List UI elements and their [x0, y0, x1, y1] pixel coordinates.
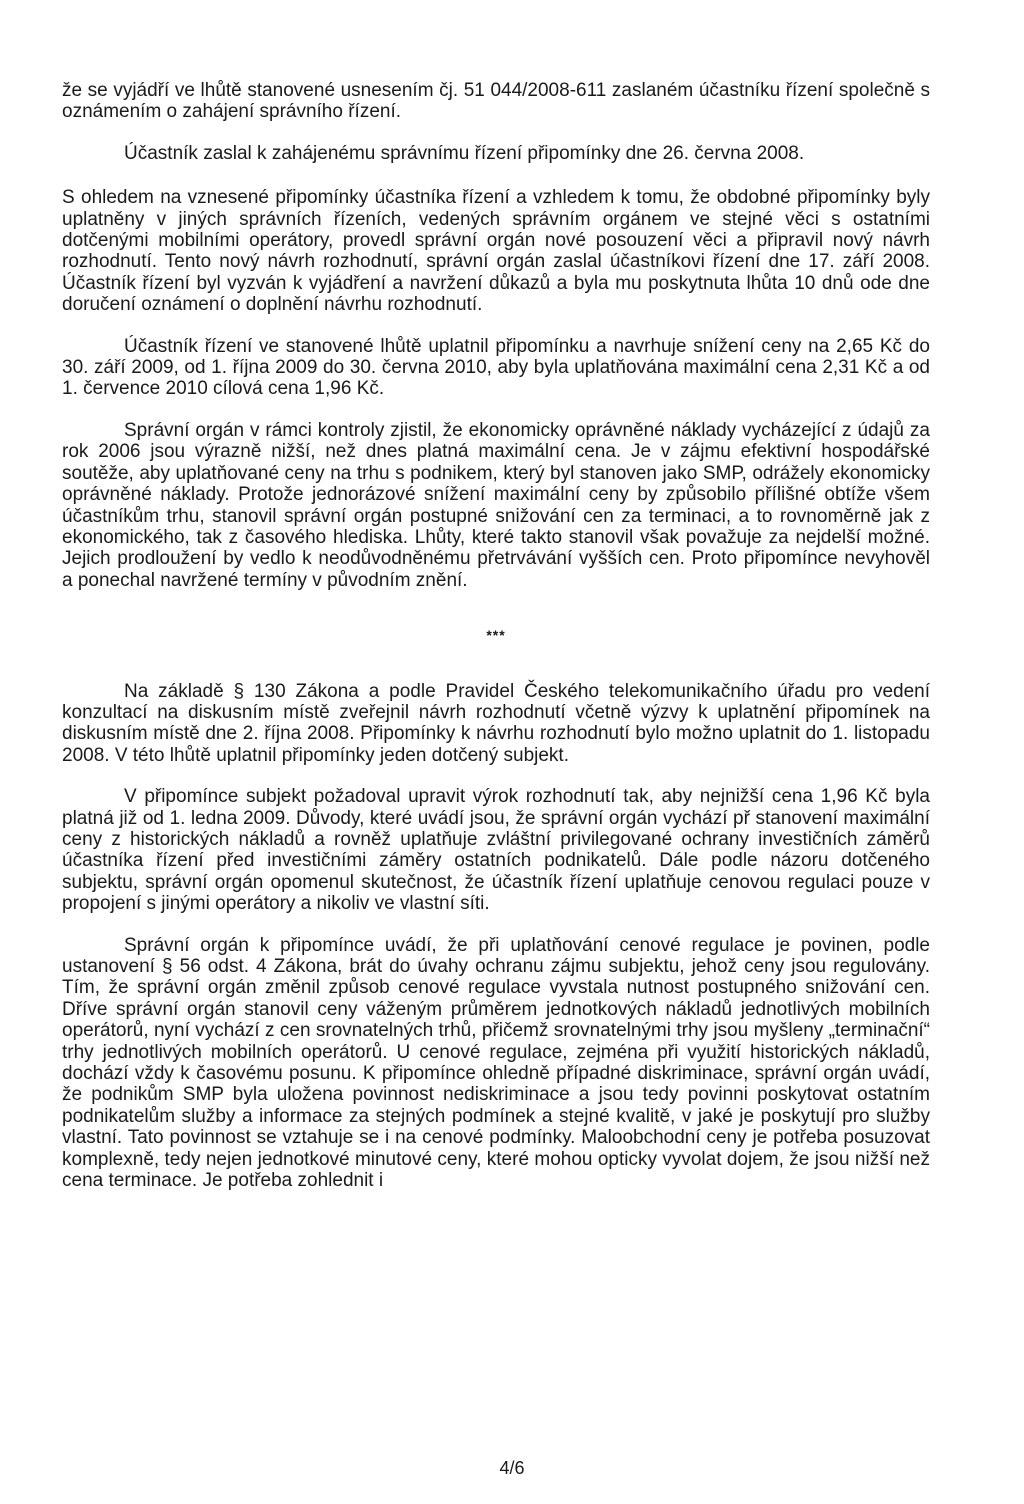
document-body [62, 80, 930, 1211]
paragraph-new-draft: S ohledem na vznesené připomínky účastníka řízení a vzhledem k tomu, že obdobné připomínky byly uplatněny v jiných správních řízeních, vedených správním orgánem ve stejné věci s ostatními dotčenými mobilními operátory, provedl správní orgán nové posouzení věci a připravil nový návrh rozhodnutí. Tento nový návrh rozhodnutí, správní orgán zaslal účastníkovi řízení dne 17. září 2008. Účastník řízení byl vyzván k vyjádření a navržení důkazů a byla mu poskytnuta lhůta 10 dnů ode dne doručení oznámení o doplnění návrhu rozhodnutí. [62, 187, 930, 316]
paragraph-authority-response: Správní orgán v rámci kontroly zjistil, že ekonomicky oprávněné náklady vycházející z údajů za rok 2006 jsou výrazně nižší, než dnes platná maximální cena. Je v zájmu efektivní hospodářské soutěže, aby uplatňované ceny na trhu s podnikem, který byl stanoven jako SMP, odrážely ekonomicky oprávněné náklady. Protože jednorázové snížení maximální ceny by způsobilo přílišné obtíže všem účastníkům trhu, stanovil správní orgán postupné snižování cen za terminaci, a to rovnoměrně jak z ekonomického, tak z časového hlediska. Lhůty, které takto stanovil však považuje za nejdelší možné. Jejich prodloužení by vedlo k neodůvodněnému přetrvávání vyšších cen. Proto připomínce nevyhověl a ponechal navržené termíny v původním znění. [62, 419, 930, 591]
page-number: 4/6 [499, 1458, 525, 1478]
paragraph-price-proposal: Účastník řízení ve stanovené lhůtě uplatnil připomínku a navrhuje snížení ceny na 2,65 Kč do 30. září 2009, od 1. října 2009 do 30. června 2010, aby byla uplatňována maximální cena 2,31 Kč a od 1. července 2010 cílová cena 1,96 Kč. [62, 335, 930, 400]
paragraph-subject-comment: V připomínce subjekt požadoval upravit výrok rozhodnutí tak, aby nejnižší cena 1,96 Kč byla platná již od 1. ledna 2009. Důvody, které uvádí jsou, že správní orgán vychází př stanovení maximální ceny z historických nákladů a rovněž uplatňuje zvláštní privilegované ochrany investičních záměrů účastníka řízení před investičními záměry ostatních podnikatelů. Dále podle názoru dotčeného subjektu, správní orgán opomenul skutečnost, že účastník řízení uplatňuje cenovou regulaci pouze v propojení s jinými operátory a nikoliv ve vlastní síti. [62, 786, 930, 915]
paragraph-consultation: Na základě § 130 Zákona a podle Pravidel Českého telekomunikačního úřadu pro vedení konzultací na diskusním místě zveřejnil návrh rozhodnutí včetně výzvy k uplatnění připomínek na diskusním místě dne 2. října 2008. Připomínky k návrhu rozhodnutí bylo možno uplatnit do 1. listopadu 2008. V této lhůtě uplatnil připomínky jeden dotčený subjekt. [62, 680, 930, 766]
paragraph-continuation: že se vyjádří ve lhůtě stanovené usnesením čj. 51 044/2008-611 zaslaném účastníku řízení společně s oznámením o zahájení správního řízení. [62, 80, 930, 123]
section-separator: *** [486, 627, 506, 644]
paragraph-participant-comments: Účastník zaslal k zahájenému správnímu řízení připomínky dne 26. června 2008. [124, 142, 805, 164]
paragraph-authority-reply: Správní orgán k připomínce uvádí, že při uplatňování cenové regulace je povinen, podle ustanovení § 56 odst. 4 Zákona, brát do úvahy ochranu zájmu subjektu, jehož ceny jsou regulovány. Tím, že správní orgán změnil způsob cenové regulace vyvstala nutnost postupného snižování cen. Dříve správní orgán stanovil ceny váženým průměrem jednotkových nákladů jednotlivých mobilních operátorů, nyní vychází z cen srovnatelných trhů, přičemž srovnatelnými trhy jsou myšleny „terminační“ trhy jednotlivých mobilních operátorů. U cenové regulace, zejména při využití historických nákladů, dochází vždy k časovému posunu. K připomínce ohledně případné diskriminace, správní orgán uvádí, že podnikům SMP byla uložena povinnost nediskriminace a jsou tedy povinni poskytovat ostatním podnikatelům služby a informace za stejných podmínek a stejné kvalitě, v jaké je poskytují pro služby vlastní. Tato povinnost se vztahuje se i na cenové podmínky. Maloobchodní ceny je potřeba posuzovat komplexně, tedy nejen jednotkové minutové ceny, které mohou opticky vyvolat dojem, že jsou nižší než cena terminace. Je potřeba zohlednit i [62, 934, 930, 1192]
